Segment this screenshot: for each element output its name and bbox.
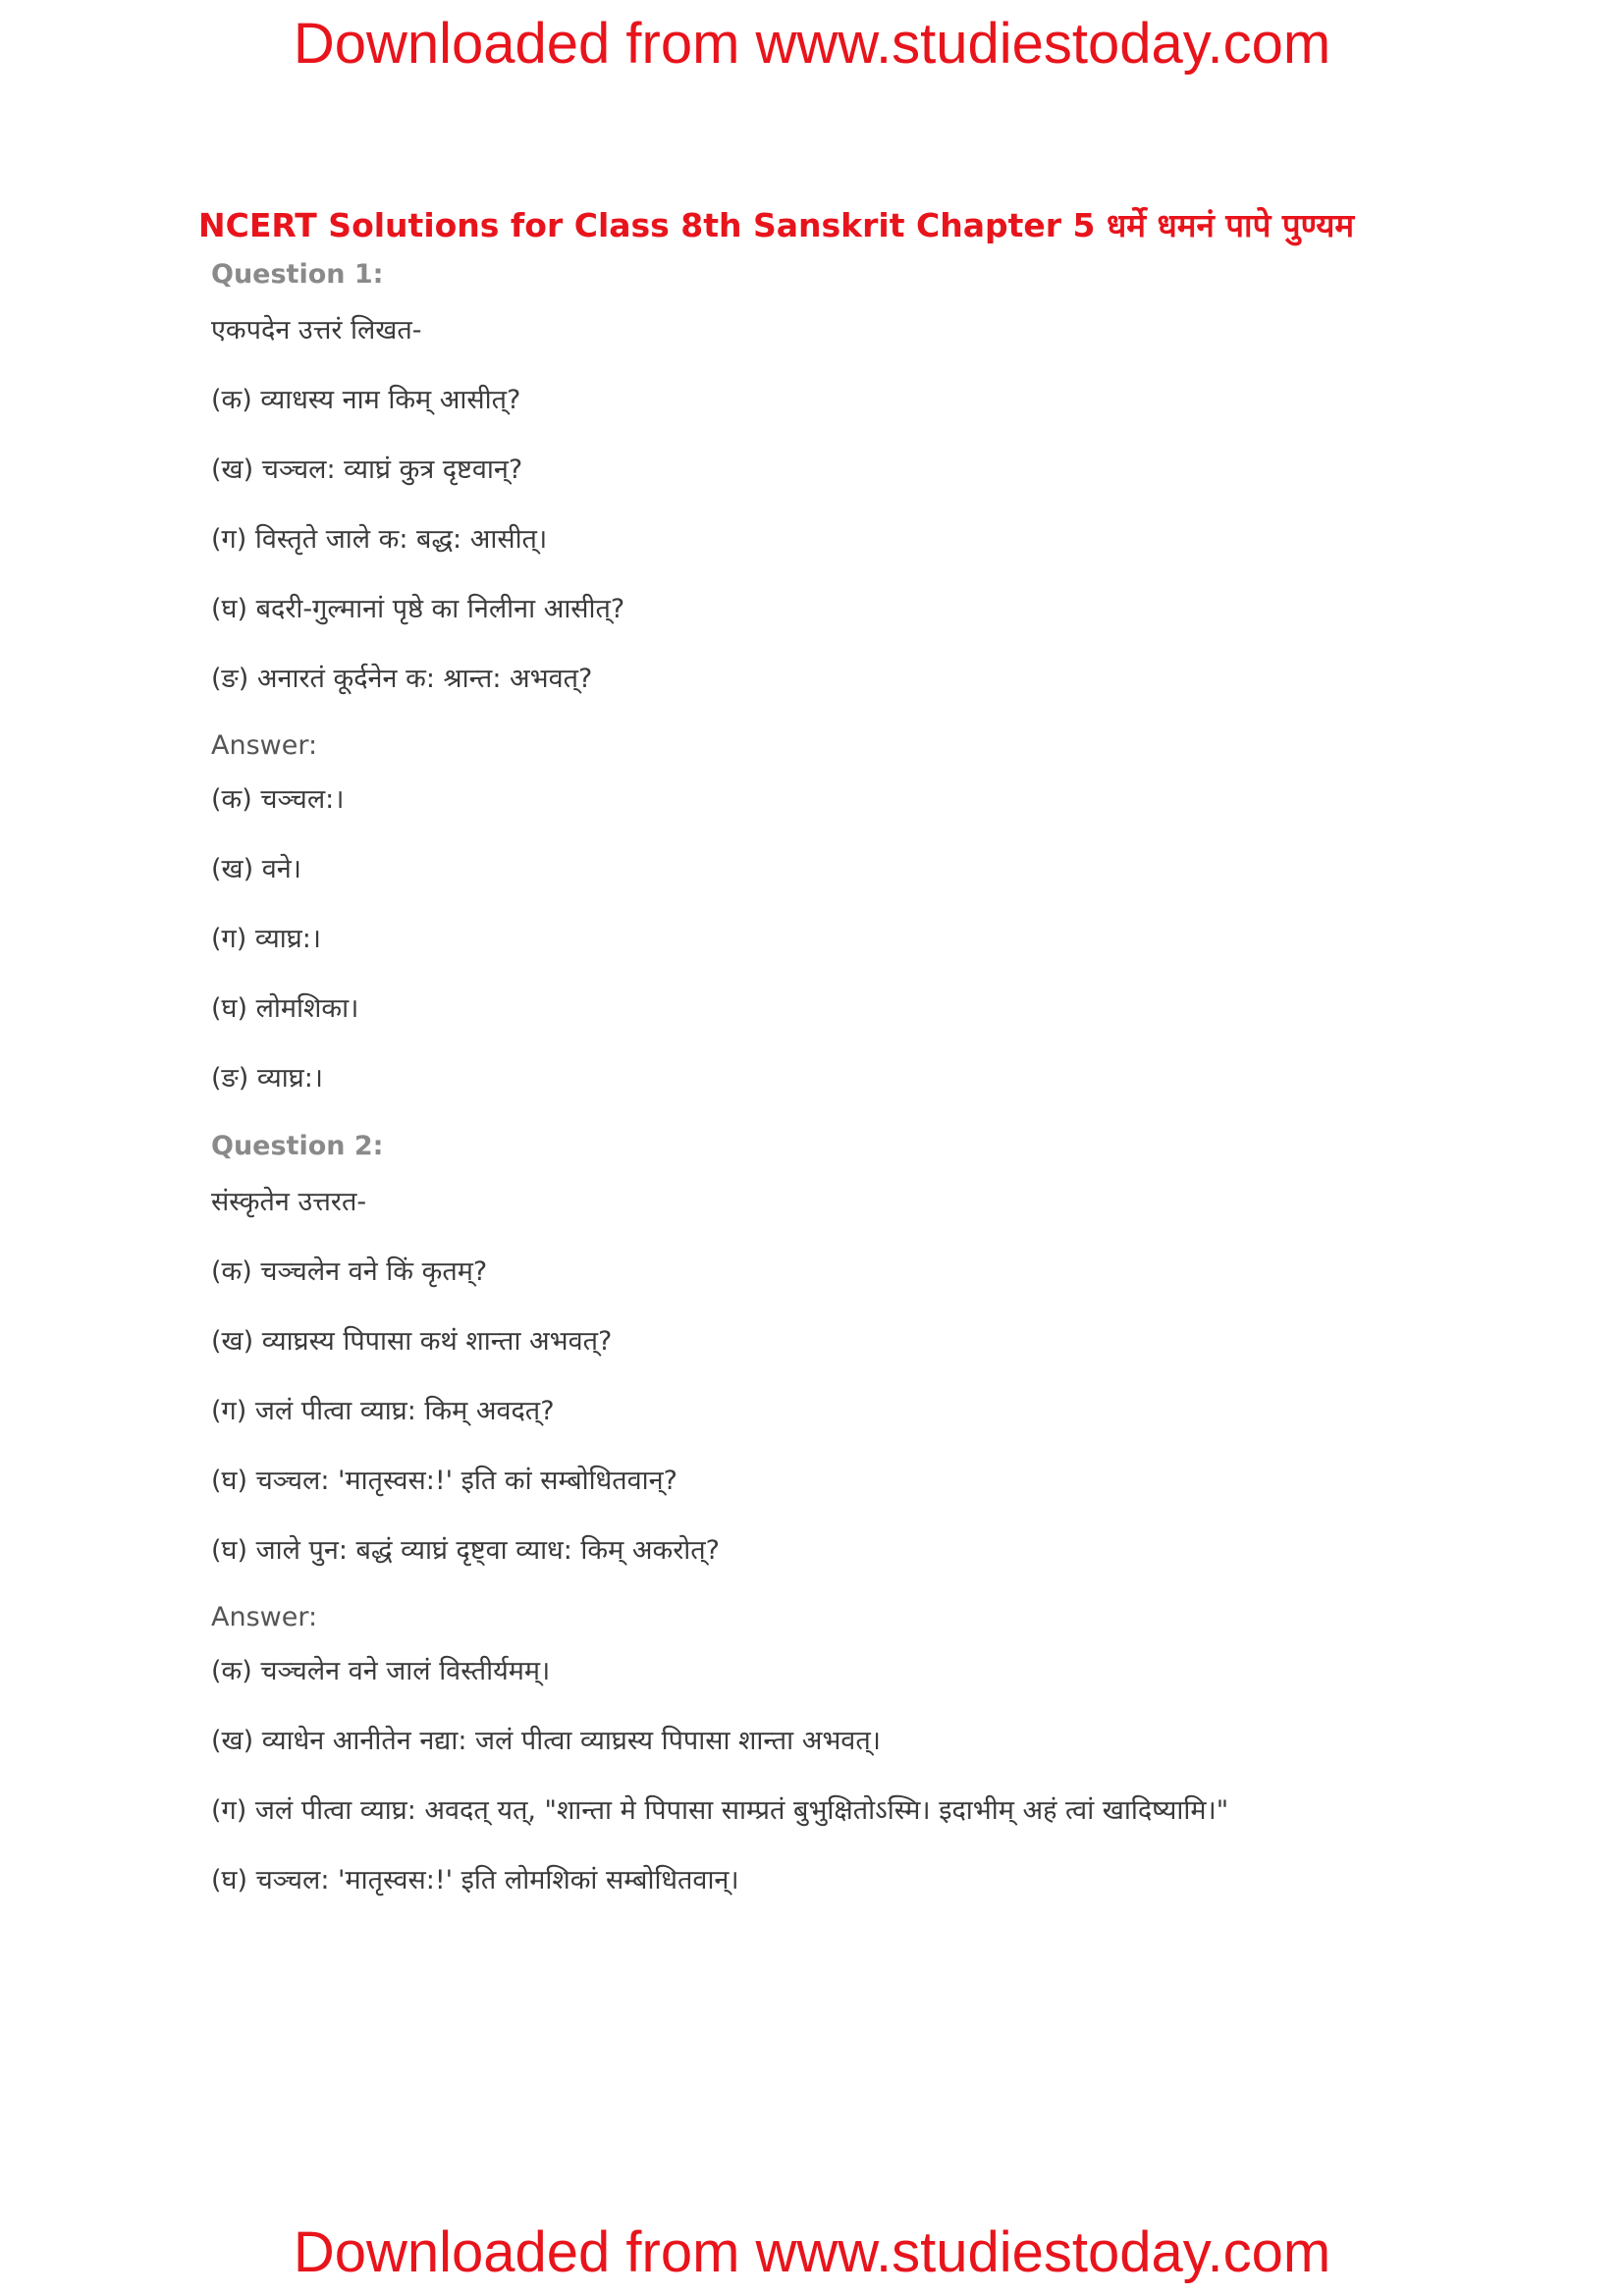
question-1-answer: (घ) लोमशिका।	[211, 993, 359, 1024]
question-2-answer: (ग) जलं पीत्वा व्याघ्र: अवदत् यत्, "शान्ता मे पिपासा साम्प्रतं बुभुक्षितोऽस्मि। इदाभीम् अहं त्वां खादिष्यामि।"	[211, 1795, 1229, 1826]
question-1-answer: (ङ) व्याघ्र:।	[211, 1063, 324, 1094]
question-2-label: Question 2:	[211, 1131, 384, 1161]
question-2-item: (ख) व्याघ्रस्य पिपासा कथं शान्ता अभवत्?	[211, 1326, 613, 1357]
question-1-item: (घ) बदरी-गुल्मानां पृष्ठे का निलीना आसीत्?	[211, 594, 625, 624]
question-2-item: (घ) चञ्चल: 'मातृस्वस:!' इति कां सम्बोधितवान्?	[211, 1466, 677, 1496]
page-title: NCERT Solutions for Class 8th Sanskrit Chapter 5 धर्मे धमनं पापे पुण्यम	[198, 206, 1355, 244]
watermark-top: Downloaded from www.studiestoday.com	[293, 12, 1331, 76]
question-1-answer: (ख) वने।	[211, 854, 301, 884]
question-1-instruction: एकपदेन उत्तरं लिखत-	[211, 315, 422, 346]
question-1-answer: (ग) व्याघ्र:।	[211, 924, 322, 954]
question-1-answer: (क) चञ्चल:।	[211, 784, 345, 815]
question-2-item: (घ) जाले पुन: बद्धं व्याघ्रं दृष्ट्वा व्याध: किम् अकरोत्?	[211, 1535, 720, 1566]
question-2-answer: (क) चञ्चलेन वने जालं विस्तीर्यमम्।	[211, 1656, 551, 1686]
question-1-item: (क) व्याधस्य नाम किम् आसीत्?	[211, 385, 521, 415]
question-2-answer: (ख) व्याधेन आनीतेन नद्या: जलं पीत्वा व्याघ्रस्य पिपासा शान्ता अभवत्।	[211, 1726, 881, 1756]
question-2-answer-label: Answer:	[211, 1602, 318, 1632]
watermark-bottom: Downloaded from www.studiestoday.com	[293, 2220, 1331, 2284]
question-1-label: Question 1:	[211, 259, 384, 290]
question-2-item: (ग) जलं पीत्वा व्याघ्र: किम् अवदत्?	[211, 1396, 555, 1426]
question-2-item: (क) चञ्चलेन वने किं कृतम्?	[211, 1256, 488, 1287]
question-2-answer: (घ) चञ्चल: 'मातृस्वस:!' इति लोमशिकां सम्बोधितवान्।	[211, 1865, 739, 1896]
question-2-instruction: संस्कृतेन उत्तरत-	[211, 1187, 367, 1217]
question-1-item: (ग) विस्तृते जाले क: बद्ध: आसीत्।	[211, 524, 548, 555]
question-1-answer-label: Answer:	[211, 730, 318, 761]
question-1-item: (ख) चञ्चल: व्याघ्रं कुत्र दृष्टवान्?	[211, 454, 523, 485]
question-1-item: (ङ) अनारतं कूर्दनेन क: श्रान्त: अभवत्?	[211, 664, 593, 694]
